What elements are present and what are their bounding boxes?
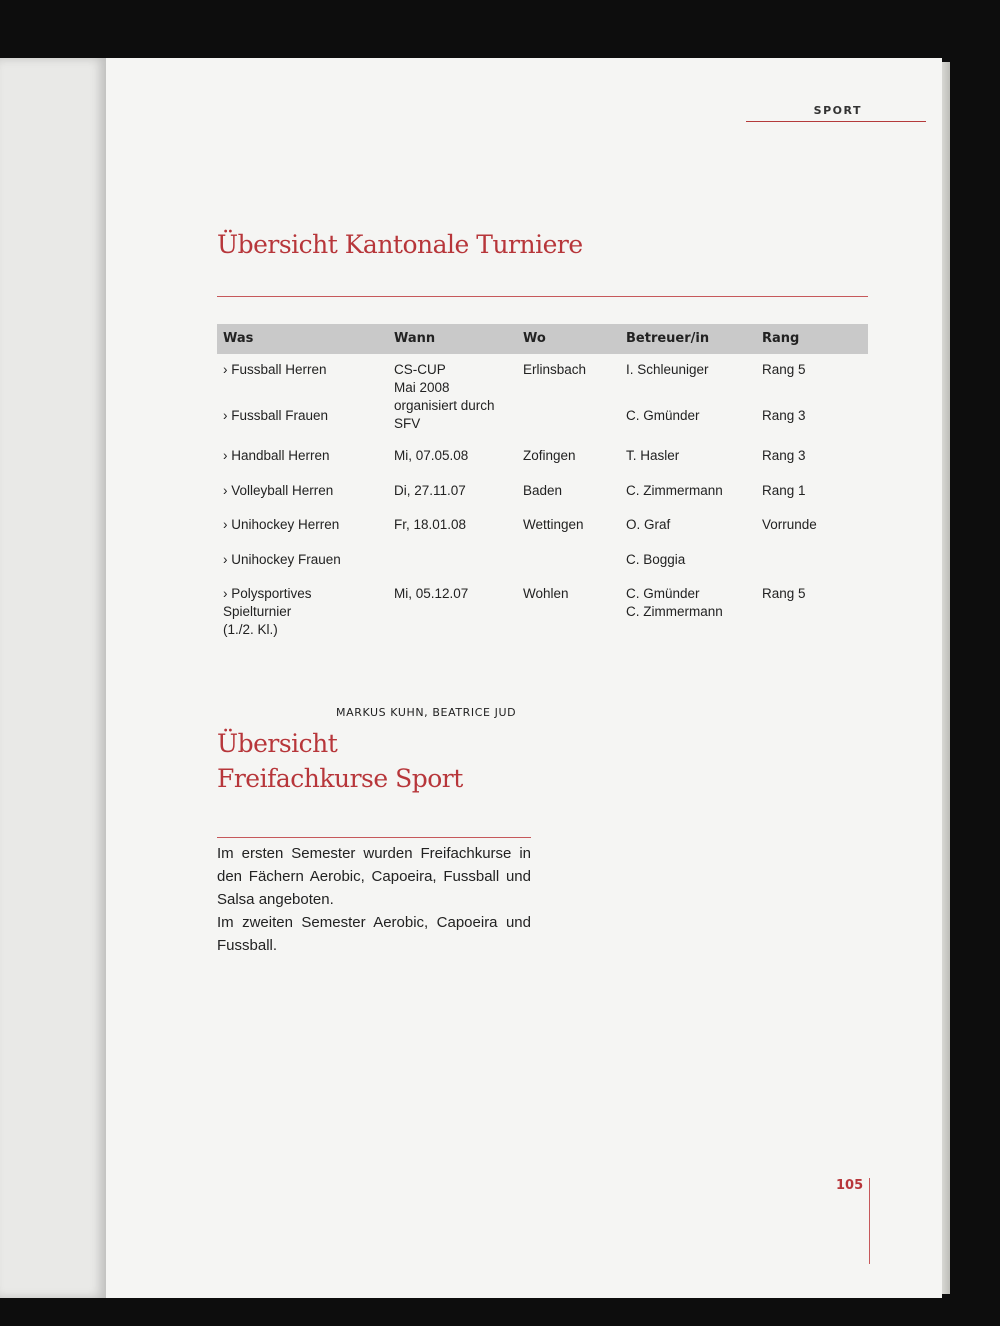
cell-wann: Mai 2008 organisiert durch SFV — [394, 380, 495, 431]
book-page — [106, 58, 942, 1298]
col-rang: Rang — [762, 331, 800, 346]
page-number: 105 — [836, 1178, 864, 1193]
page-number-rule — [869, 1178, 870, 1264]
section-label: SPORT — [813, 104, 862, 117]
cell-was: › Unihockey Frauen — [223, 552, 341, 567]
cell-betreuer: C. Gmünder — [626, 408, 700, 423]
cell-rang: Vorrunde — [762, 517, 817, 532]
section-rule — [746, 121, 926, 122]
cell-betreuer: C. Gmünder C. Zimmermann — [626, 586, 723, 619]
page-edge — [942, 62, 950, 1294]
cell-wann: Mi, 07.05.08 — [394, 448, 469, 463]
cell-was: › Polysportives Spielturnier (1./2. Kl.) — [223, 586, 312, 637]
cell-was: › Volleyball Herren — [223, 483, 334, 498]
cell-wo: Wohlen — [523, 586, 569, 601]
left-page — [0, 58, 106, 1298]
cell-betreuer: I. Schleuniger — [626, 362, 709, 377]
cell-wo: Wettingen — [523, 517, 584, 532]
cell-was: › Fussball Herren — [223, 362, 327, 377]
cell-rang: Rang 3 — [762, 448, 806, 463]
cell-wo: Erlinsbach — [523, 362, 587, 377]
turniere-title: Übersicht Kantonale Turniere — [217, 230, 583, 259]
freifach-title-line2: Freifachkurse Sport — [217, 764, 463, 793]
cell-was: › Fussball Frauen — [223, 408, 329, 423]
table-header — [217, 324, 868, 354]
freifach-title — [217, 726, 537, 796]
title-rule — [217, 296, 868, 297]
cell-wo: Zofingen — [523, 448, 576, 463]
cell-wann: Di, 27.11.07 — [394, 483, 466, 498]
cell-rang: Rang 3 — [762, 408, 806, 423]
cell-rang: Rang 5 — [762, 586, 806, 601]
cell-betreuer: O. Graf — [626, 517, 671, 532]
cell-wann: Mi, 05.12.07 — [394, 586, 469, 601]
freifach-rule — [217, 837, 531, 838]
col-was: Was — [223, 331, 254, 346]
cell-wann: CS-CUP — [394, 362, 446, 377]
col-wann: Wann — [394, 331, 436, 346]
freifach-body — [217, 842, 531, 957]
paragraph: Im ersten Semester wurden Freifachkurse in den Fächern Aerobic, Capoeira, Fussball und Salsa angeboten. — [217, 845, 531, 908]
cell-was: › Unihockey Herren — [223, 517, 340, 532]
col-wo: Wo — [523, 331, 546, 346]
cell-betreuer: C. Boggia — [626, 552, 686, 567]
cell-wo: Baden — [523, 483, 563, 498]
cell-wann: Fr, 18.01.08 — [394, 517, 467, 532]
cell-rang: Rang 5 — [762, 362, 806, 377]
cell-betreuer: T. Hasler — [626, 448, 680, 463]
authors: MARKUS KUHN, BEATRICE JUD — [336, 706, 517, 719]
cell-rang: Rang 1 — [762, 483, 806, 498]
col-betreuer: Betreuer/in — [626, 331, 710, 346]
freifach-title-line1: Übersicht — [217, 729, 338, 758]
cell-betreuer: C. Zimmermann — [626, 483, 723, 498]
cell-was: › Handball Herren — [223, 448, 330, 463]
paragraph: Im zweiten Semester Aerobic, Capoeira und Fussball. — [217, 914, 531, 954]
turniere-table — [217, 324, 868, 637]
